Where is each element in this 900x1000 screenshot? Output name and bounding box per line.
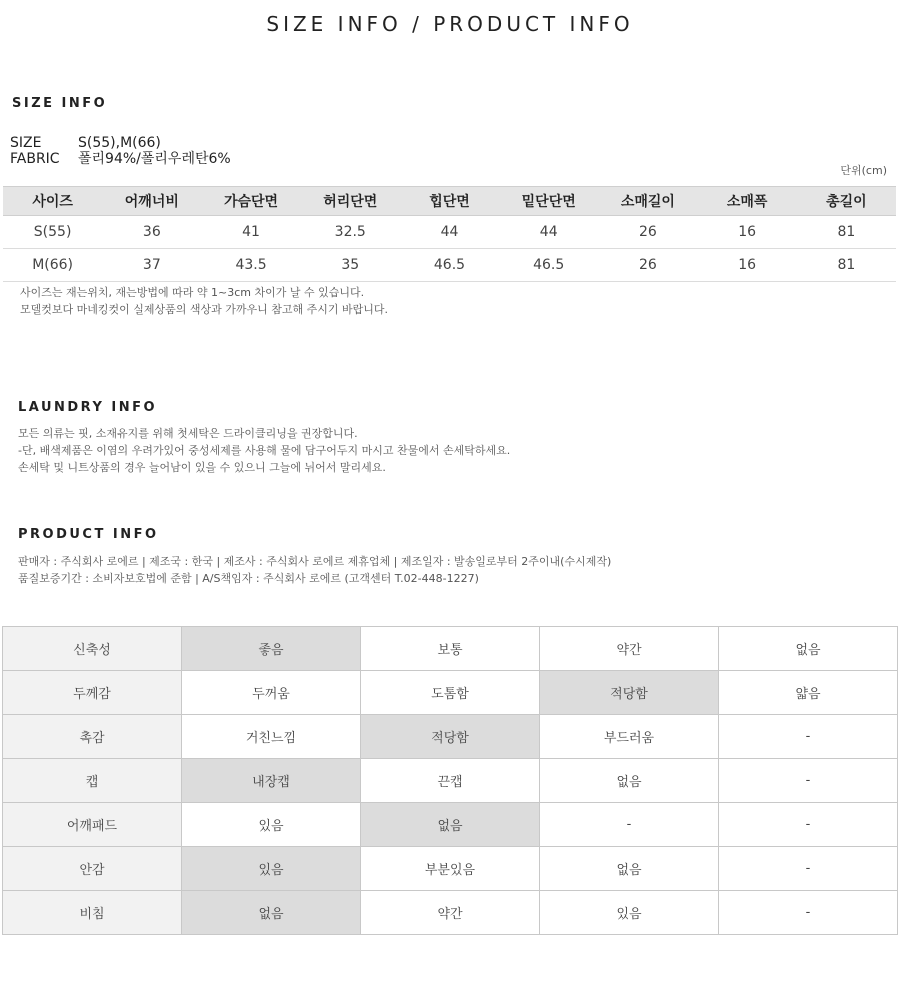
- fabric-key: FABRIC: [10, 151, 60, 167]
- laundry-line: 손세탁 및 니트상품의 경우 늘어남이 있을 수 있으니 그늘에 뉘어서 말리세요.: [18, 461, 386, 474]
- attribute-option: 두꺼움: [182, 671, 361, 715]
- attribute-option: -: [719, 803, 898, 847]
- attribute-option-selected: 적당함: [361, 715, 540, 759]
- column-header: 어깨너비: [102, 187, 201, 216]
- attribute-option: -: [719, 759, 898, 803]
- attribute-label: 비침: [3, 891, 182, 935]
- table-row: [3, 216, 896, 249]
- attribute-option: 보통: [361, 627, 540, 671]
- size-table-header: [3, 187, 896, 216]
- table-cell: 16: [698, 249, 797, 282]
- attribute-option: -: [719, 715, 898, 759]
- column-header: 소매길이: [598, 187, 697, 216]
- size-note: 사이즈는 재는위치, 재는방법에 따라 약 1~3cm 차이가 날 수 있습니다.: [20, 286, 365, 299]
- table-cell: 16: [698, 216, 797, 249]
- table-cell: 81: [797, 216, 896, 249]
- table-cell: M(66): [3, 249, 102, 282]
- attribute-option: 도톰함: [361, 671, 540, 715]
- attribute-option: 약간: [540, 627, 719, 671]
- attribute-option-selected: 좋음: [182, 627, 361, 671]
- attribute-label: 신축성: [3, 627, 182, 671]
- laundry-line: 모든 의류는 핏, 소재유지를 위해 첫세탁은 드라이클리닝을 권장합니다.: [18, 427, 358, 440]
- attribute-option: -: [719, 847, 898, 891]
- table-cell: S(55): [3, 216, 102, 249]
- attribute-row: [3, 803, 898, 847]
- size-note: 모델컷보다 마네킹컷이 실제상품의 색상과 가까우니 참고해 주시기 바랍니다.: [20, 303, 389, 316]
- attribute-row: [3, 847, 898, 891]
- size-value: S(55),M(66): [78, 135, 161, 151]
- table-cell: 26: [598, 216, 697, 249]
- table-row: [3, 249, 896, 282]
- fabric-value: 폴리94%/폴리우레탄6%: [78, 151, 231, 167]
- product-notes: [18, 553, 611, 587]
- column-header: 가슴단면: [201, 187, 300, 216]
- laundry-line: -단, 배색제품은 이염의 우려가있어 중성세제를 사용해 물에 담구어두지 마시고 찬물에서 손세탁하세요.: [18, 444, 511, 457]
- size-notes: [20, 284, 388, 318]
- attribute-row: [3, 759, 898, 803]
- table-cell: 35: [301, 249, 400, 282]
- size-row: [10, 135, 161, 151]
- table-cell: 43.5: [201, 249, 300, 282]
- attribute-option: 거친느낌: [182, 715, 361, 759]
- attribute-option: 없음: [719, 627, 898, 671]
- attribute-option: 없음: [540, 759, 719, 803]
- attribute-option-selected: 없음: [182, 891, 361, 935]
- unit-label: 단위(cm): [840, 164, 887, 177]
- laundry-notes: [18, 425, 510, 476]
- table-cell: 46.5: [400, 249, 499, 282]
- product-info-heading: PRODUCT INFO: [18, 527, 159, 542]
- attribute-option: 없음: [540, 847, 719, 891]
- column-header: 총길이: [797, 187, 896, 216]
- attribute-row: [3, 715, 898, 759]
- attribute-option: 있음: [182, 803, 361, 847]
- table-cell: 26: [598, 249, 697, 282]
- attribute-option-selected: 내장캡: [182, 759, 361, 803]
- table-cell: 41: [201, 216, 300, 249]
- product-line: 판매자 : 주식회사 로에르 | 제조국 : 한국 | 제조사 : 주식회사 로에르 제휴업체 | 제조일자 : 발송일로부터 2주이내(수시제작): [18, 555, 612, 568]
- size-key: SIZE: [10, 135, 42, 151]
- attribute-label: 안감: [3, 847, 182, 891]
- fabric-row: [10, 151, 231, 167]
- attribute-row: [3, 891, 898, 935]
- attribute-label: 어깨패드: [3, 803, 182, 847]
- attribute-option: 끈캡: [361, 759, 540, 803]
- attribute-option: 있음: [540, 891, 719, 935]
- table-cell: 44: [499, 216, 598, 249]
- column-header: 힙단면: [400, 187, 499, 216]
- table-cell: 46.5: [499, 249, 598, 282]
- attribute-option: 부드러움: [540, 715, 719, 759]
- attribute-option-selected: 있음: [182, 847, 361, 891]
- table-cell: 37: [102, 249, 201, 282]
- attribute-option: 얇음: [719, 671, 898, 715]
- column-header: 밑단단면: [499, 187, 598, 216]
- product-attributes-table: [2, 626, 898, 935]
- column-header: 소매폭: [698, 187, 797, 216]
- size-info-heading: SIZE INFO: [12, 96, 108, 111]
- attribute-option-selected: 적당함: [540, 671, 719, 715]
- table-cell: 36: [102, 216, 201, 249]
- table-cell: 32.5: [301, 216, 400, 249]
- attribute-row: [3, 671, 898, 715]
- product-line: 품질보증기간 : 소비자보호법에 준함 | A/S책임자 : 주식회사 로에르 (고객센터 T.02-448-1227): [18, 572, 479, 585]
- table-cell: 44: [400, 216, 499, 249]
- column-header: 허리단면: [301, 187, 400, 216]
- attribute-label: 캡: [3, 759, 182, 803]
- size-table: [3, 186, 896, 282]
- attribute-option-selected: 없음: [361, 803, 540, 847]
- page-title: SIZE INFO / PRODUCT INFO: [266, 12, 634, 36]
- table-cell: 81: [797, 249, 896, 282]
- attribute-option: -: [719, 891, 898, 935]
- attribute-label: 촉감: [3, 715, 182, 759]
- attribute-option: 약간: [361, 891, 540, 935]
- attribute-option: -: [540, 803, 719, 847]
- attribute-option: 부분있음: [361, 847, 540, 891]
- laundry-info-heading: LAUNDRY INFO: [18, 400, 158, 415]
- attribute-label: 두께감: [3, 671, 182, 715]
- attribute-row: [3, 627, 898, 671]
- column-header: 사이즈: [3, 187, 102, 216]
